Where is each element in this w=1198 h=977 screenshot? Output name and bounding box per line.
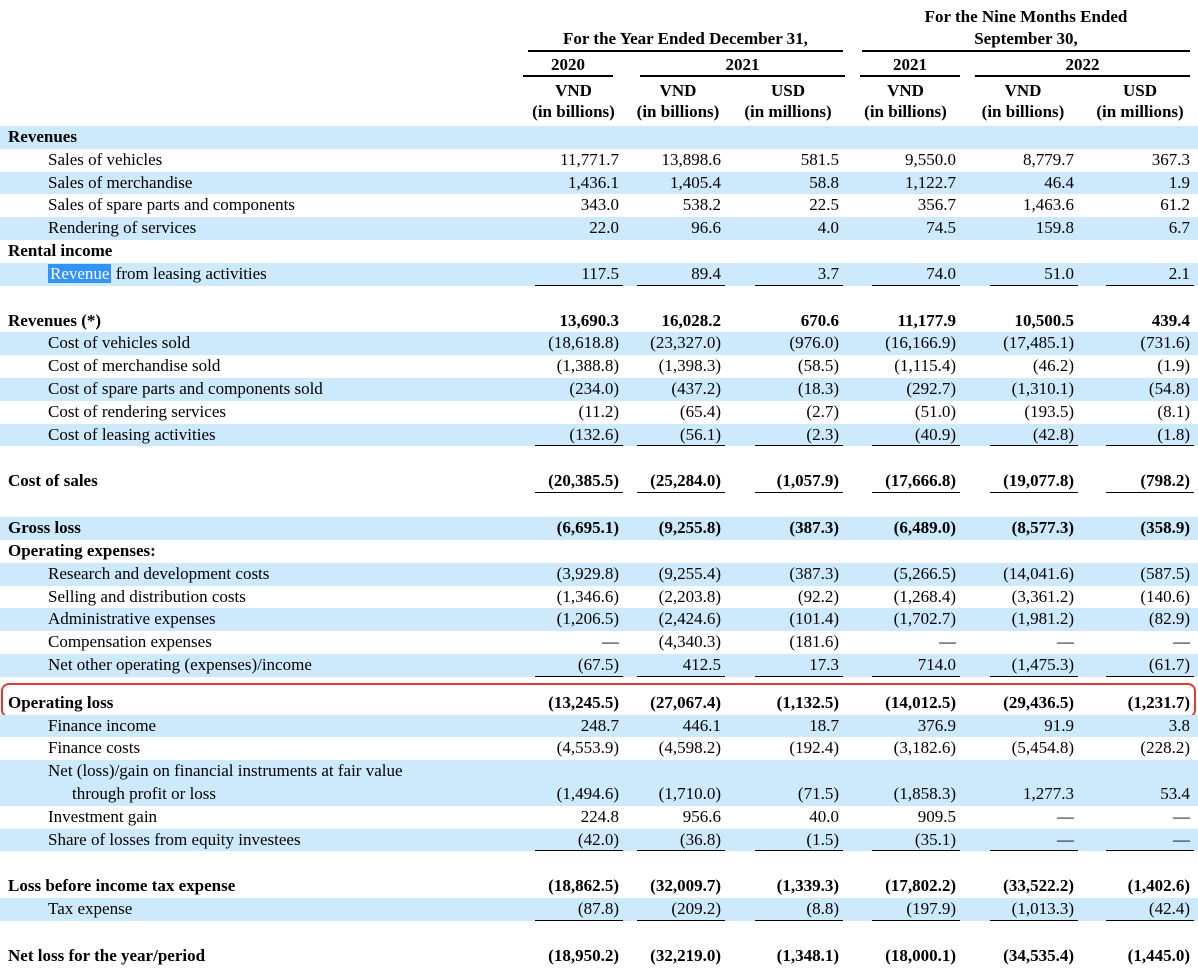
row-value: (358.9) [1140, 518, 1190, 538]
row-value: (58.5) [797, 356, 839, 376]
row-value: (193.5) [1024, 401, 1074, 421]
row-label: Sales of merchandise [48, 172, 193, 192]
table-row [0, 586, 1198, 609]
row-value: (40.9) [847, 424, 964, 447]
row-value [847, 126, 964, 149]
row-value: (209.2) [627, 898, 729, 921]
unit-label: (in billions) [981, 102, 1065, 121]
row-value: (56.1) [627, 424, 729, 447]
row-value: (9,255.4) [658, 563, 721, 583]
row-value: (42.4) [1082, 898, 1198, 921]
row-value: (17,485.1) [1003, 333, 1074, 353]
row-value: (1,702.7) [893, 609, 956, 629]
row-value: (101.4) [789, 609, 839, 629]
row-value: 1,436.1 [568, 172, 619, 192]
row-label: Revenues [8, 127, 77, 146]
table-body [0, 126, 1198, 968]
row-value: (181.6) [789, 632, 839, 652]
row-value: (14,012.5) [885, 692, 956, 712]
row-value: (6,695.1) [556, 518, 619, 538]
currency-label: VND [555, 81, 592, 100]
row-value: (1,115.4) [894, 356, 956, 376]
row-value: (1,231.7) [1127, 692, 1190, 712]
table-row [0, 310, 1198, 333]
row-value: 89.4 [627, 263, 729, 286]
row-label: Research and development costs [48, 563, 270, 583]
row-value: (1,445.0) [1127, 945, 1190, 965]
row-value: 8,779.7 [1023, 149, 1074, 169]
unit-label: (in billions) [532, 102, 615, 121]
row-label: Cost of leasing activities [48, 424, 216, 444]
row-value: (17,666.8) [847, 470, 964, 493]
table-row [0, 783, 1198, 806]
row-value [520, 240, 627, 263]
row-value: (61.7) [1082, 654, 1198, 677]
unit-header-col6 [1082, 77, 1198, 122]
table-row [0, 194, 1198, 217]
row-value [520, 126, 627, 149]
row-value [729, 540, 847, 563]
row-value: (18.3) [797, 378, 839, 398]
row-label: Share of losses from equity investees [48, 829, 301, 849]
unit-label: (in billions) [636, 102, 720, 121]
row-value: (1,348.1) [776, 945, 839, 965]
row-label: Rental income [8, 240, 113, 260]
row-value: 714.0 [847, 654, 964, 677]
row-value: 159.8 [1035, 218, 1074, 238]
table-row [0, 631, 1198, 654]
row-value: (976.0) [789, 333, 839, 353]
row-value: (18,000.1) [885, 945, 956, 965]
row-value: (587.5) [1140, 563, 1190, 583]
row-value: — [964, 829, 1082, 852]
row-label: Revenue from leasing activities [50, 263, 267, 283]
table-row [0, 517, 1198, 540]
row-value: (8,577.3) [1011, 518, 1074, 538]
row-value: 51.0 [964, 263, 1082, 286]
row-label: Finance costs [48, 738, 141, 758]
row-value [847, 760, 964, 783]
selected-text[interactable]: Revenue [50, 263, 110, 283]
row-value: (13,245.5) [548, 692, 619, 712]
table-row [0, 715, 1198, 738]
row-label: Operating expenses: [8, 540, 156, 560]
row-value: — [1057, 806, 1074, 826]
row-value: 96.6 [691, 218, 721, 238]
table-header [0, 0, 1198, 122]
row-value: (11.2) [578, 401, 619, 421]
row-value: (4,598.2) [658, 738, 721, 758]
row-value [1082, 126, 1198, 149]
row-value: (3,361.2) [1011, 586, 1074, 606]
row-value: (1.8) [1082, 424, 1198, 447]
row-value: (34,535.4) [1003, 945, 1074, 965]
row-value: (132.6) [520, 424, 627, 447]
table-row [0, 608, 1198, 631]
row-value: — [1082, 829, 1198, 852]
table-row [0, 149, 1198, 172]
unit-header-col1 [520, 77, 627, 122]
period-group-title: For the Year Ended December 31, [563, 29, 808, 48]
row-value: (33,522.2) [1003, 876, 1074, 896]
row-value [1082, 540, 1198, 563]
currency-label: USD [770, 81, 805, 100]
table-row [0, 470, 1198, 493]
row-value: (46.2) [1032, 356, 1074, 376]
table-row [0, 217, 1198, 240]
row-value: — [1057, 632, 1074, 652]
row-value: 224.8 [580, 806, 619, 826]
year-header-2020: 2020 [523, 52, 613, 77]
table-row [0, 806, 1198, 829]
row-value: (82.9) [1148, 609, 1190, 629]
row-value: (1,475.3) [964, 654, 1082, 677]
row-value: (32,009.7) [650, 876, 721, 896]
spacer-row [0, 921, 1198, 945]
spacer-row [0, 677, 1198, 692]
row-value: (2.3) [729, 424, 847, 447]
row-value: 439.4 [1151, 310, 1190, 330]
row-label: Net loss for the year/period [8, 945, 206, 965]
row-value: (192.4) [789, 738, 839, 758]
row-value: (1,268.4) [893, 586, 956, 606]
row-value: 1,405.4 [670, 172, 721, 192]
row-value [627, 240, 729, 263]
row-value: (5,266.5) [893, 563, 956, 583]
currency-label: VND [887, 81, 924, 100]
table-row [0, 654, 1198, 677]
period-group-title-line1: For the Nine Months Ended [924, 7, 1128, 26]
row-value: 22.5 [809, 195, 839, 215]
row-value: (14,041.6) [1003, 563, 1074, 583]
spacer-row [0, 851, 1198, 875]
row-value: (292.7) [906, 378, 956, 398]
table-row [0, 760, 1198, 783]
row-value: (228.2) [1140, 738, 1190, 758]
row-value: (17,802.2) [885, 876, 956, 896]
period-group-title-line2: September 30, [974, 29, 1078, 48]
table-row [0, 898, 1198, 921]
row-value: (1,346.6) [556, 586, 619, 606]
row-value [729, 126, 847, 149]
row-value: (1,339.3) [776, 876, 839, 896]
row-value: (798.2) [1082, 470, 1198, 493]
row-value: 13,690.3 [559, 310, 619, 330]
row-value: (18,950.2) [548, 945, 619, 965]
row-value: (1.9) [1157, 356, 1190, 376]
row-value: (29,436.5) [1003, 692, 1074, 712]
row-value: (6,489.0) [893, 518, 956, 538]
row-value: (23,327.0) [650, 333, 721, 353]
row-value: (51.0) [914, 401, 956, 421]
row-label: Operating loss [8, 692, 114, 712]
row-value: (19,077.8) [964, 470, 1082, 493]
row-value: 1,277.3 [1023, 783, 1074, 803]
row-value: (1,013.3) [964, 898, 1082, 921]
row-value [1082, 240, 1198, 263]
table-row [0, 945, 1198, 968]
row-value: 4.0 [817, 218, 839, 238]
row-value: (3,929.8) [556, 563, 619, 583]
row-value: 1.9 [1168, 172, 1190, 192]
row-value: (18,618.8) [548, 333, 619, 353]
row-value: (27,067.4) [650, 692, 721, 712]
row-value: — [939, 632, 956, 652]
table-row [0, 126, 1198, 149]
unit-label: (in millions) [744, 102, 832, 121]
row-value [627, 540, 729, 563]
row-value: 46.4 [1044, 172, 1074, 192]
row-label: Investment gain [48, 806, 158, 826]
row-value: 9,550.0 [905, 149, 956, 169]
table-row-highlighted [0, 692, 1198, 715]
row-value: (25,284.0) [627, 470, 729, 493]
row-value: (8.1) [1157, 401, 1190, 421]
unit-header-col4 [847, 77, 964, 122]
row-value: 58.8 [809, 172, 839, 192]
row-value: (4,553.9) [556, 738, 619, 758]
row-value [520, 540, 627, 563]
row-value: 356.7 [917, 195, 956, 215]
row-value: (9,255.8) [658, 518, 721, 538]
row-label: Sales of spare parts and components [48, 195, 295, 215]
year-header-2021-nine-months: 2021 [860, 52, 960, 77]
row-value: (1,402.6) [1127, 876, 1190, 896]
row-value: 10,500.5 [1014, 310, 1074, 330]
unit-header-col3 [729, 77, 847, 122]
row-value: (1,310.1) [1011, 378, 1074, 398]
row-value [627, 760, 729, 783]
row-value: (1,858.3) [893, 783, 956, 803]
table-row [0, 737, 1198, 760]
row-label: Cost of rendering services [48, 401, 226, 421]
row-value: (32,219.0) [650, 945, 721, 965]
row-value: 538.2 [682, 195, 721, 215]
row-value: 3.8 [1168, 715, 1190, 735]
table-row [0, 540, 1198, 563]
table-row [0, 563, 1198, 586]
row-value: 1,122.7 [905, 172, 956, 192]
row-value: (87.8) [520, 898, 627, 921]
row-label: Gross loss [8, 518, 81, 538]
row-value [847, 240, 964, 263]
row-value: 74.0 [847, 263, 964, 286]
row-value: (42.8) [964, 424, 1082, 447]
table-row [0, 829, 1198, 852]
row-value: 376.9 [917, 715, 956, 735]
row-label: Net (loss)/gain on financial instruments at fair value [48, 761, 403, 781]
row-value [964, 240, 1082, 263]
row-value: (731.6) [1140, 333, 1190, 353]
row-value [1082, 760, 1198, 783]
row-value [520, 760, 627, 783]
row-value: 17.3 [729, 654, 847, 677]
row-value: 909.5 [917, 806, 956, 826]
row-value: 248.7 [580, 715, 619, 735]
row-value: (2.7) [806, 401, 839, 421]
row-value: 343.0 [580, 195, 619, 215]
row-label: Revenues (*) [8, 310, 102, 330]
unit-header-col5 [964, 77, 1082, 122]
row-label: Net other operating (expenses)/income [48, 654, 312, 674]
row-value: (1,981.2) [1011, 609, 1074, 629]
row-value: 117.5 [520, 263, 627, 286]
row-value: (1,057.9) [729, 470, 847, 493]
row-value [964, 126, 1082, 149]
period-group-nine-months [862, 6, 1190, 52]
row-value: 91.9 [1044, 715, 1074, 735]
row-value: (3,182.6) [893, 738, 956, 758]
table-row [0, 355, 1198, 378]
year-header-2022-nine-months: 2022 [975, 52, 1190, 77]
row-value: 53.4 [1160, 783, 1190, 803]
row-value [729, 760, 847, 783]
row-value: (1,494.6) [556, 783, 619, 803]
table-row [0, 424, 1198, 447]
unit-label: (in billions) [864, 102, 947, 121]
row-label: Loss before income tax expense [8, 876, 236, 896]
row-value: (387.3) [789, 518, 839, 538]
row-value: (1,710.0) [658, 783, 721, 803]
row-value [627, 126, 729, 149]
row-value: 22.0 [589, 218, 619, 238]
row-value: (1,206.5) [556, 609, 619, 629]
row-label: Compensation expenses [48, 632, 212, 652]
row-label: Cost of spare parts and components sold [48, 378, 323, 398]
row-value: 74.5 [926, 218, 956, 238]
table-row [0, 401, 1198, 424]
row-value: (8.8) [729, 898, 847, 921]
row-value: (35.1) [847, 829, 964, 852]
period-group-year-ended [528, 6, 843, 52]
row-value: (20,385.5) [520, 470, 627, 493]
row-value [964, 540, 1082, 563]
row-value: (67.5) [520, 654, 627, 677]
row-value: (16,166.9) [885, 333, 956, 353]
row-value: 2.1 [1082, 263, 1198, 286]
spacer-row [0, 446, 1198, 470]
row-value: 11,177.9 [897, 310, 956, 330]
row-value: (5,454.8) [1011, 738, 1074, 758]
row-label: through profit or loss [72, 783, 217, 803]
year-header-2021-full-year: 2021 [640, 52, 845, 77]
row-value: 11,771.7 [560, 149, 619, 169]
row-value: 3.7 [729, 263, 847, 286]
row-label: Sales of vehicles [48, 149, 163, 169]
row-value: (4,340.3) [658, 632, 721, 652]
row-value: 61.2 [1160, 195, 1190, 215]
row-value: (1,398.3) [658, 356, 721, 376]
table-row [0, 263, 1198, 286]
row-label: Finance income [48, 715, 157, 735]
row-value [964, 760, 1082, 783]
row-label: Rendering of services [48, 218, 197, 238]
row-value: 412.5 [627, 654, 729, 677]
table-row [0, 240, 1198, 263]
row-value: 581.5 [800, 149, 839, 169]
row-label: Tax expense [48, 899, 133, 919]
table-row [0, 378, 1198, 401]
row-value: (387.3) [789, 563, 839, 583]
currency-label: USD [1122, 81, 1157, 100]
row-label: Cost of sales [8, 471, 98, 491]
row-value: 6.7 [1168, 218, 1190, 238]
row-value: 446.1 [682, 715, 721, 735]
row-value: — [602, 632, 619, 652]
row-value: (54.8) [1148, 378, 1190, 398]
row-value: (1,388.8) [556, 356, 619, 376]
row-value: 18.7 [809, 715, 839, 735]
unit-label: (in millions) [1096, 102, 1184, 121]
row-value: (2,203.8) [658, 586, 721, 606]
spacer-row [0, 286, 1198, 310]
row-value: 367.3 [1151, 149, 1190, 169]
row-value: — [1173, 632, 1190, 652]
row-value: 1,463.6 [1023, 195, 1074, 215]
spacer-row [0, 493, 1198, 517]
row-value: — [1173, 806, 1190, 826]
row-label: Cost of merchandise sold [48, 356, 221, 376]
row-value: 16,028.2 [661, 310, 721, 330]
row-value: (140.6) [1140, 586, 1190, 606]
row-value: (71.5) [797, 783, 839, 803]
row-value: 956.6 [682, 806, 721, 826]
row-label: Administrative expenses [48, 609, 216, 629]
row-value: 13,898.6 [661, 149, 721, 169]
row-label: Selling and distribution costs [48, 586, 246, 606]
row-value: (42.0) [520, 829, 627, 852]
row-value: (92.2) [797, 586, 839, 606]
row-value: (1.5) [729, 829, 847, 852]
row-value: 670.6 [800, 310, 839, 330]
currency-label: VND [1004, 81, 1042, 100]
unit-header-col2 [627, 77, 729, 122]
row-value: 40.0 [809, 806, 839, 826]
table-row [0, 875, 1198, 898]
row-value: (18,862.5) [548, 876, 619, 896]
row-label: Cost of vehicles sold [48, 333, 191, 353]
row-value: (197.9) [847, 898, 964, 921]
row-value: (437.2) [671, 378, 721, 398]
table-row [0, 332, 1198, 355]
table-row [0, 172, 1198, 195]
row-value: (36.8) [627, 829, 729, 852]
row-value: (1,132.5) [776, 692, 839, 712]
row-value [729, 240, 847, 263]
currency-label: VND [659, 81, 697, 100]
row-value: (2,424.6) [658, 609, 721, 629]
row-value: (65.4) [679, 401, 721, 421]
row-value [847, 540, 964, 563]
row-value: (234.0) [569, 378, 619, 398]
